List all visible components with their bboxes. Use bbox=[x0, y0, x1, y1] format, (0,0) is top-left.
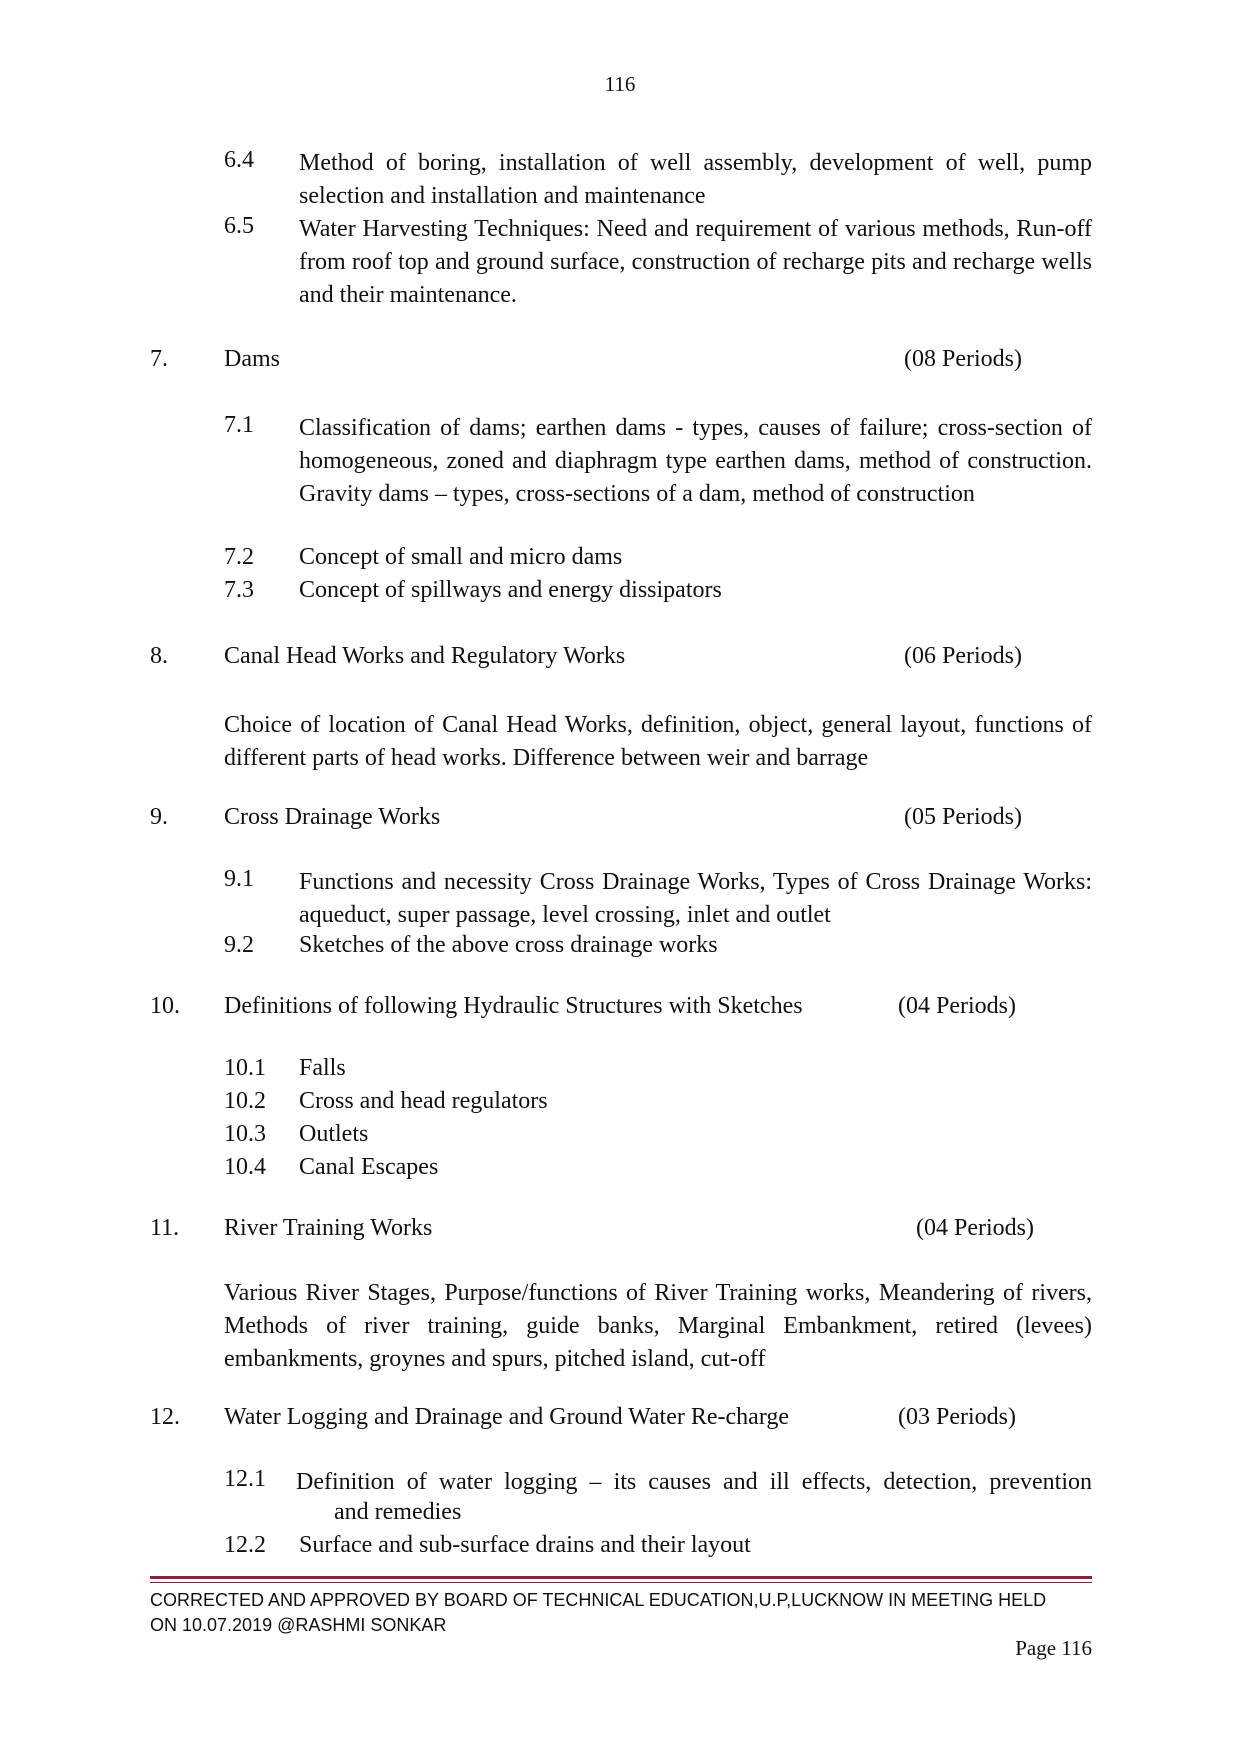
item-text: Water Harvesting Techniques: Need and requirement of various methods, Run-off from roof top and ground surface, construction of recharge pits and recharge wells and their maintenance. bbox=[299, 216, 1092, 308]
item-text: Surface and sub-surface drains and their layout bbox=[299, 1532, 751, 1558]
item-number: 7.1 bbox=[224, 412, 254, 438]
item-number: 9.2 bbox=[224, 932, 254, 958]
section-periods: (04 Periods) bbox=[916, 1215, 1034, 1241]
item-number: 9.1 bbox=[224, 866, 254, 892]
item-text: Functions and necessity Cross Drainage Works, Types of Cross Drainage Works: aqueduct, super passage, level crossing, inlet and outlet bbox=[299, 869, 1092, 928]
section-number: 9. bbox=[150, 804, 168, 830]
section-periods: (03 Periods) bbox=[898, 1404, 1016, 1430]
item-number: 10.1 bbox=[224, 1055, 266, 1081]
section-number: 7. bbox=[150, 346, 168, 372]
section-periods: (05 Periods) bbox=[904, 804, 1022, 830]
section-periods: (04 Periods) bbox=[898, 993, 1016, 1019]
item-text: Falls bbox=[299, 1055, 346, 1081]
section-title: Definitions of following Hydraulic Structures with Sketches bbox=[224, 993, 803, 1019]
item-text: Definition of water logging – its causes and ill effects, detection, prevention bbox=[296, 1469, 1092, 1495]
item-text: Method of boring, installation of well assembly, development of well, pump selection and installation and maintenance bbox=[299, 150, 1092, 209]
item-text: Concept of small and micro dams bbox=[299, 544, 623, 570]
item-text: Cross and head regulators bbox=[299, 1088, 548, 1114]
footer-line: ON 10.07.2019 @RASHMI SONKAR bbox=[150, 1615, 447, 1635]
section-number: 8. bbox=[150, 643, 168, 669]
section-title: Dams bbox=[224, 346, 280, 372]
footer-page-label: Page 116 bbox=[1015, 1636, 1092, 1660]
item-number: 10.2 bbox=[224, 1088, 266, 1114]
item-number: 10.3 bbox=[224, 1121, 266, 1147]
item-text: and remedies bbox=[334, 1499, 462, 1525]
section-title: Water Logging and Drainage and Ground Water Re-charge bbox=[224, 1404, 790, 1430]
section-title: Canal Head Works and Regulatory Works bbox=[224, 643, 626, 669]
item-number: 6.4 bbox=[224, 147, 254, 173]
section-number: 11. bbox=[150, 1215, 180, 1241]
item-number: 12.2 bbox=[224, 1532, 266, 1558]
item-text: Classification of dams; earthen dams - types, causes of failure; cross-section of homogeneous, zoned and diaphragm type earthen dams, method of construction. Gravity dams – types, cross-sections of a dam, method of construction bbox=[299, 415, 1092, 507]
item-number: 7.2 bbox=[224, 544, 254, 570]
footer-approval-note bbox=[150, 1588, 1092, 1638]
item-number: 6.5 bbox=[224, 213, 254, 239]
section-number: 12. bbox=[150, 1404, 180, 1430]
item-number: 10.4 bbox=[224, 1154, 266, 1180]
item-text: Sketches of the above cross drainage works bbox=[299, 932, 718, 958]
item-text: Canal Escapes bbox=[299, 1154, 439, 1180]
section-number: 10. bbox=[150, 993, 180, 1019]
footer-rule bbox=[150, 1576, 1092, 1579]
item-number: 7.3 bbox=[224, 577, 254, 603]
section-title: Cross Drainage Works bbox=[224, 804, 441, 830]
item-number: 12.1 bbox=[224, 1466, 266, 1492]
page-number: 116 bbox=[604, 72, 636, 96]
footer-rule-thin bbox=[150, 1582, 1092, 1583]
section-periods: (06 Periods) bbox=[904, 643, 1022, 669]
item-text: Outlets bbox=[299, 1121, 369, 1147]
item-text: Concept of spillways and energy dissipators bbox=[299, 577, 722, 603]
section-title: River Training Works bbox=[224, 1215, 433, 1241]
footer-line: CORRECTED AND APPROVED BY BOARD OF TECHNICAL EDUCATION,U.P,LUCKNOW IN MEETING HELD bbox=[150, 1590, 1047, 1610]
section-body: Choice of location of Canal Head Works, definition, object, general layout, functions of different parts of head works. Difference between weir and barrage bbox=[224, 712, 1092, 771]
section-body: Various River Stages, Purpose/functions of River Training works, Meandering of rivers, Methods of river training, guide banks, Marginal Embankment, retired (levees) embankments, groynes and spurs, pitched island, cut-off bbox=[224, 1280, 1092, 1372]
section-periods: (08 Periods) bbox=[904, 346, 1022, 372]
